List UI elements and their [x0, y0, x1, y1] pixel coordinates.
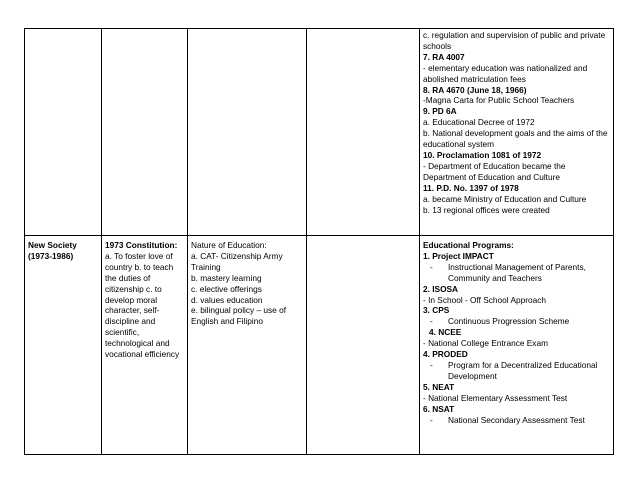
- program-title: 4. PRODED: [423, 349, 468, 360]
- program-text: National Secondary Assessment Test: [448, 414, 585, 425]
- nature-heading: Nature of Education:: [191, 240, 267, 250]
- program-text: a. became Ministry of Education and Culture: [423, 193, 587, 204]
- table-row: [25, 29, 614, 236]
- program-title: 4. NCEE: [429, 327, 462, 338]
- constitution-cell: [102, 236, 188, 455]
- program-text: c. regulation and supervision of public and private schools: [423, 30, 606, 51]
- period-cell: New Society (1973-1986): [25, 236, 102, 455]
- nature-item: b. mastery learning: [191, 272, 262, 283]
- program-detail: - National Secondary Assessment Test: [423, 415, 610, 426]
- blank-cell: [307, 29, 420, 236]
- nature-item: d. values education: [191, 294, 263, 305]
- program-detail: - Continuous Progression Scheme: [423, 316, 610, 327]
- program-title: 3. CPS: [423, 305, 450, 316]
- program-title: 8. RA 4670 (June 18, 1966): [423, 84, 527, 95]
- program-title: 1. Project IMPACT: [423, 250, 494, 261]
- program-title: 7. RA 4007: [423, 51, 465, 62]
- nature-item: a. CAT- Citizenship Army Training: [191, 250, 283, 272]
- nature-cell: [188, 236, 307, 455]
- nature-cell: [188, 29, 307, 236]
- program-title: 6. NSAT: [423, 403, 455, 414]
- constitution-cell: [102, 29, 188, 236]
- program-text: b. National development goals and the aims of the educational system: [423, 128, 608, 150]
- program-text: Continuous Progression Scheme: [448, 316, 570, 327]
- program-text: - National College Entrance Exam: [423, 338, 548, 349]
- program-title: 2. ISOSA: [423, 283, 459, 294]
- program-text: a. Educational Decree of 1972: [423, 117, 535, 128]
- constitution-text: a. To foster love of country b. to teach the duties of citizenship c. to develop moral character, self-discipline and scientific, technological and vocational efficiency: [105, 250, 180, 360]
- program-text: - National Elementary Assessment Test: [423, 392, 568, 403]
- period-cell: [25, 29, 102, 236]
- program-title: 9. PD 6A: [423, 106, 457, 117]
- table-row: [25, 236, 614, 455]
- program-text: Instructional Management of Parents, Community and Teachers: [448, 261, 586, 283]
- program-text: - Department of Education became the Department of Education and Culture: [423, 160, 566, 182]
- program-detail: - Instructional Management of Parents, Community and Teachers: [423, 262, 610, 284]
- program-text: - elementary education was nationalized and abolished matriculation fees: [423, 62, 588, 84]
- blank-cell: [307, 236, 420, 455]
- program-text: Program for a Decentralized Educational Development: [448, 359, 598, 381]
- nature-item: c. elective offerings: [191, 283, 262, 294]
- program-title: 11. P.D. No. 1397 of 1978: [423, 182, 519, 193]
- nature-item: e. bilingual policy – use of English and Filipino: [191, 305, 287, 327]
- program-text: -Magna Carta for Public School Teachers: [423, 95, 575, 106]
- program-detail: - Program for a Decentralized Educational Development: [423, 360, 610, 382]
- programs-heading: Educational Programs:: [423, 240, 514, 250]
- program-text: b. 13 regional offices were created: [423, 204, 550, 215]
- program-title: 5. NEAT: [423, 381, 455, 392]
- programs-cell: [420, 29, 614, 236]
- constitution-heading: 1973 Constitution:: [105, 240, 178, 250]
- education-history-table: [24, 28, 614, 455]
- program-text: - In School - Off School Approach: [423, 294, 546, 305]
- programs-cell: [420, 236, 614, 455]
- program-title: 10. Proclamation 1081 of 1972: [423, 149, 542, 160]
